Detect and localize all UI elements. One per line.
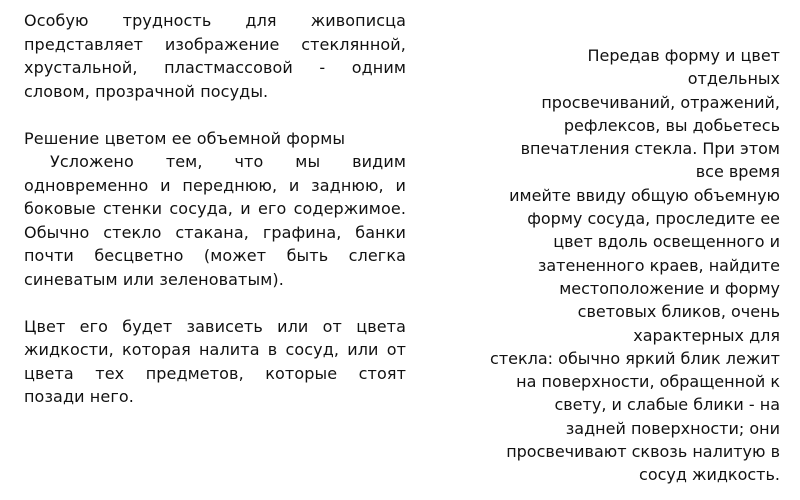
text-line: сосуд жидкость. [639,465,780,485]
paragraph-complexity: Усложено тем, что мы видим одновременно и переднюю, и заднюю, и боковые стенки сосуда, и его содержимое. Обычно стекло стакана, графина, банки почти бесцветно (может быть слегка синеватым или зеленоватым). [24,152,406,289]
text-line: задней поверхности; они [565,418,780,438]
text-line: световых бликов, очень [577,302,780,322]
text-line: впечатления стекла. При этом [520,139,780,159]
text-line: цвет вдоль освещенного и [553,232,780,252]
paragraph-intro: Особую трудность для живописца представляет изображение стеклянной, хрустальной, пластмассовой - одним словом, прозрачной посуды. [24,11,406,101]
paragraph-gap [24,103,406,127]
left-text-column [24,9,406,409]
text-line: на поверхности, обращенной к [516,372,780,392]
paragraph-gap [24,291,406,315]
text-line: просвечивают сквозь налитую в [506,442,780,462]
text-line: просвечиваний, отражений, [541,92,780,112]
text-line: свету, и слабые блики - на [554,395,780,415]
text-line: стекла: обычно яркий блик лежит [490,348,780,368]
text-line: Передав форму и цвет [587,46,780,65]
text-line: форму сосуда, проследите ее [527,209,780,229]
text-line: рефлексов, вы добьетесь [563,115,780,135]
text-line: отдельных [687,69,780,89]
right-text-column [468,44,782,487]
text-line: имейте ввиду общую объемную [509,185,780,205]
text-line: характерных для [633,325,780,345]
text-line: все время [695,162,780,182]
paragraph-color: Цвет его будет зависеть или от цвета жидкости, которая налита в сосуд, или от цвета тех предметов, которые стоят позади него. [24,316,406,406]
text-line: затененного краев, найдите [537,255,780,275]
text-line: местоположение и форму [559,278,780,298]
section-heading: Решение цветом ее объемной формы [24,128,346,148]
